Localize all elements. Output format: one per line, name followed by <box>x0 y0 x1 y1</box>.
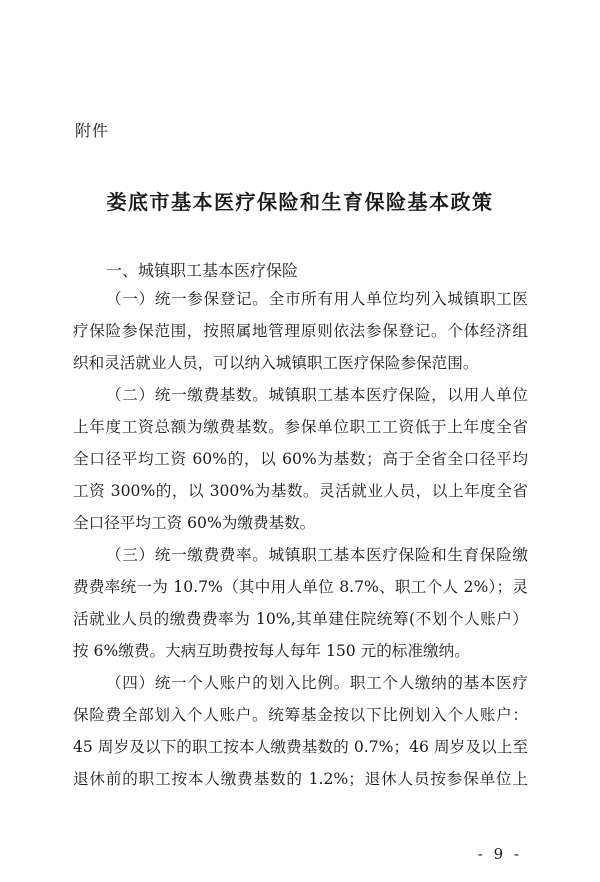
line-text: 45 周岁及以下的职工按本人缴费基数的 0.7%；46 周岁及以上至 <box>73 738 528 756</box>
paragraph-line <box>73 354 528 372</box>
attachment-label: 附件 <box>75 121 110 140</box>
paragraph-line <box>106 674 528 692</box>
paragraph-line <box>73 610 528 628</box>
page-number: - 9 - <box>477 845 522 863</box>
paragraph-line <box>73 770 528 788</box>
line-text: 全市所有用人单位均列入城镇职工医 <box>268 290 528 308</box>
paragraph-line <box>73 642 528 660</box>
line-text: 保险费全部划入个人账户。统筹基金按以下比例划入个人账户： <box>73 706 528 724</box>
line-text: 退休前的职工按本人缴费基数的 1.2%；退休人员按参保单位上 <box>73 770 528 788</box>
clause-heading: （四）统一个人账户的划入比例。 <box>106 674 350 692</box>
line-text: 活就业人员的缴费费率为 10%,其单建住院统筹(不划个人账户） <box>73 610 528 628</box>
paragraph-line <box>73 738 528 756</box>
document-title: 娄底市基本医疗保险和生育保险基本政策 <box>106 190 494 214</box>
paragraph-line <box>73 482 528 500</box>
paragraph-line <box>106 290 528 308</box>
clause-heading: （一）统一参保登记。 <box>106 290 269 308</box>
clause-heading: （三）统一缴费费率。 <box>106 546 269 564</box>
line-text: 按 6%缴费。大病互助费按每人每年 150 元的标准缴纳。 <box>73 642 470 660</box>
line-text: 疗保险参保范围，按照属地管理原则依法参保登记。个体经济组 <box>73 322 528 340</box>
line-text: 全口径平均工资 60%为缴费基数。 <box>73 514 316 532</box>
paragraph-line <box>73 578 528 596</box>
line-text: 上年度工资总额为缴费基数。参保单位职工工资低于上年度全省 <box>73 418 528 436</box>
line-text: 织和灵活就业人员，可以纳入城镇职工医疗保险参保范围。 <box>73 354 479 372</box>
paragraph-line <box>73 514 528 532</box>
paragraph-line <box>106 386 528 404</box>
clause-heading: （二）统一缴费基数。 <box>106 386 269 404</box>
line-text: 城镇职工基本医疗保险和生育保险缴 <box>268 546 528 564</box>
line-text: 工资 300%的，以 300%为基数。灵活就业人员，以上年度全省 <box>73 482 528 500</box>
line-text: 费费率统一为 10.7%（其中用人单位 8.7%、职工个人 2%）；灵 <box>73 578 528 596</box>
paragraph-line <box>73 418 528 436</box>
paragraph-line <box>73 322 528 340</box>
section-heading: 一、城镇职工基本医疗保险 <box>106 261 299 280</box>
line-text: 全口径平均工资 60%的，以 60%为基数；高于全省全口径平均 <box>73 450 528 468</box>
paragraph-line <box>73 706 528 724</box>
line-text: 城镇职工基本医疗保险，以用人单位 <box>268 386 528 404</box>
paragraph-line <box>106 546 528 564</box>
paragraph-line <box>73 450 528 468</box>
line-text: 职工个人缴纳的基本医疗 <box>349 674 528 692</box>
